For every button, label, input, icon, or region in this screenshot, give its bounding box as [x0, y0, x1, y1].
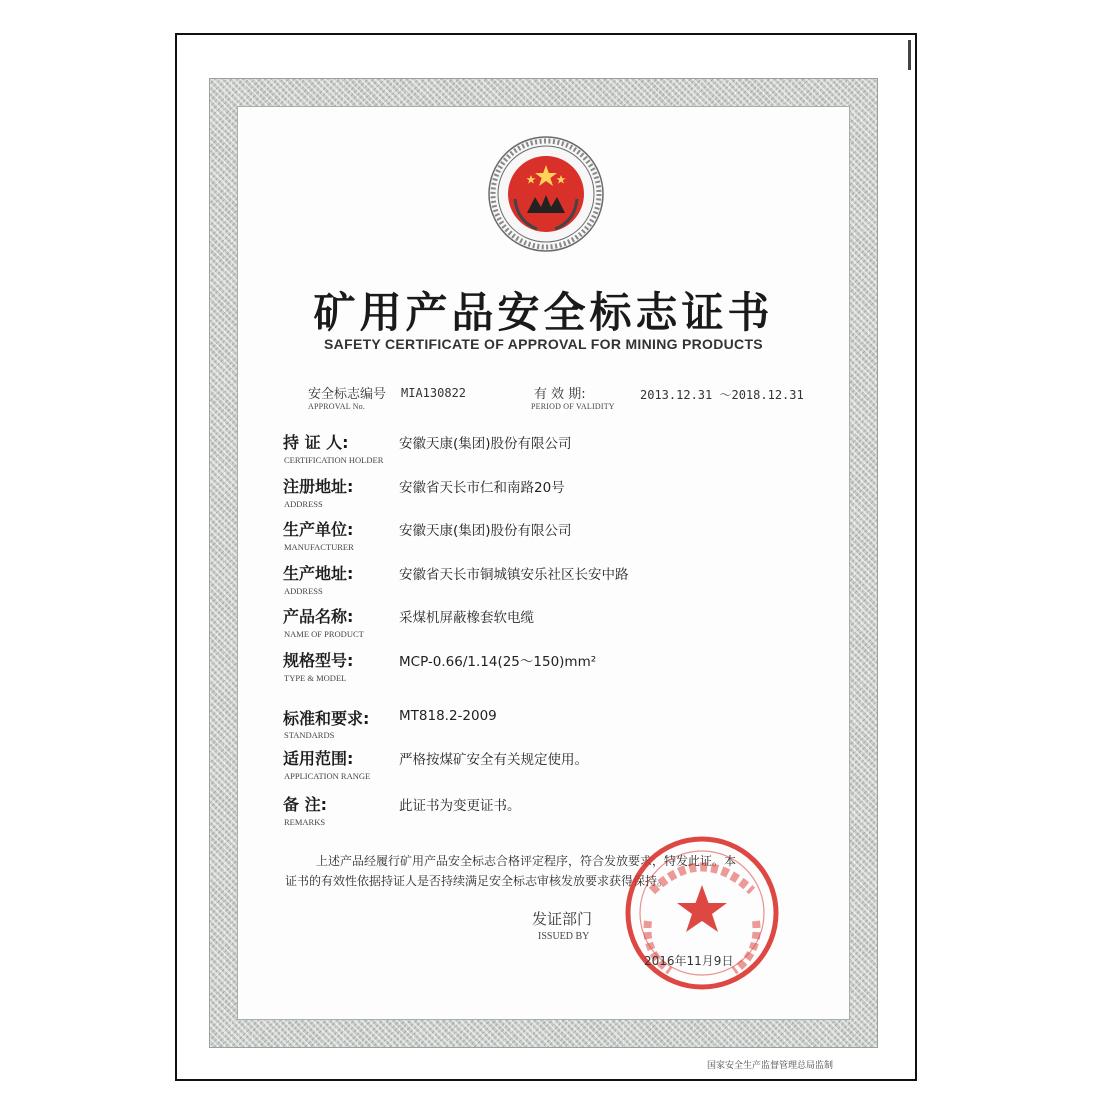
standards-label: 标准和要求: [283, 709, 370, 728]
validity-value: 2013.12.31 ～2018.12.31 [640, 388, 804, 402]
issuer-label: 发证部门 [532, 910, 593, 928]
certificate-title: 矿用产品安全标志证书 [313, 288, 774, 337]
statement-line-1: 上述产品经履行矿用产品安全标志合格评定程序，符合发放要求，特发此证。本 [316, 854, 737, 868]
registered-address-value: 安徽省天长市仁和南路20号 [399, 480, 565, 496]
remarks-label: 备 注: [283, 795, 327, 814]
validity-label: 有 效 期: [534, 387, 586, 402]
manufacturer-label: 生产单位: [283, 520, 354, 539]
application-range-label: 适用范围: [283, 749, 354, 768]
holder-value: 安徽天康(集团)股份有限公司 [399, 436, 572, 452]
holder-label-english: CERTIFICATION HOLDER [284, 455, 384, 465]
remarks-value: 此证书为变更证书。 [399, 798, 521, 814]
registered-address-label: 注册地址: [283, 477, 354, 496]
standards-label-english: STANDARDS [284, 730, 335, 740]
type-model-value: MCP-0.66/1.14(25～150)mm² [399, 654, 597, 670]
production-address-value: 安徽省天长市铜城镇安乐社区长安中路 [399, 567, 629, 583]
standards-value: MT818.2-2009 [399, 708, 497, 724]
statement-line-2: 证书的有效性依据持证人是否持续满足安全标志审核发放要求获得保持。 [285, 874, 670, 888]
production-address-label: 生产地址: [283, 564, 354, 583]
validity-label-english: PERIOD OF VALIDITY [531, 402, 615, 411]
type-model-label: 规格型号: [283, 651, 354, 670]
official-seal-icon [622, 833, 782, 993]
product-name-value: 采煤机屏蔽橡套软电缆 [399, 610, 534, 626]
manufacturer-value: 安徽天康(集团)股份有限公司 [399, 523, 572, 539]
production-address-label-english: ADDRESS [284, 586, 323, 596]
product-name-label-english: NAME OF PRODUCT [284, 629, 364, 639]
footer-note: 国家安全生产监督管理总局监制 [707, 1061, 834, 1071]
certificate-title-english: SAFETY CERTIFICATE OF APPROVAL FOR MINING PRODUCTS [324, 336, 763, 352]
application-range-label-english: APPLICATION RANGE [284, 771, 371, 781]
approval-number-value: MIA130822 [401, 386, 467, 400]
emblem-icon [487, 135, 605, 253]
type-model-label-english: TYPE & MODEL [284, 673, 347, 683]
approval-number-label: 安全标志编号 [308, 387, 387, 402]
manufacturer-label-english: MANUFACTURER [284, 542, 354, 552]
product-name-label: 产品名称: [283, 607, 354, 626]
approval-number-label-english: APPROVAL No. [308, 402, 366, 411]
remarks-label-english: REMARKS [284, 817, 326, 827]
registered-address-label-english: ADDRESS [284, 499, 323, 509]
issue-date: 2016年11月9日 [644, 954, 734, 968]
edge-mark [908, 40, 911, 70]
application-range-value: 严格按煤矿安全有关规定使用。 [399, 752, 588, 768]
holder-label: 持 证 人: [283, 433, 349, 452]
issuer-label-english: ISSUED BY [538, 931, 590, 942]
